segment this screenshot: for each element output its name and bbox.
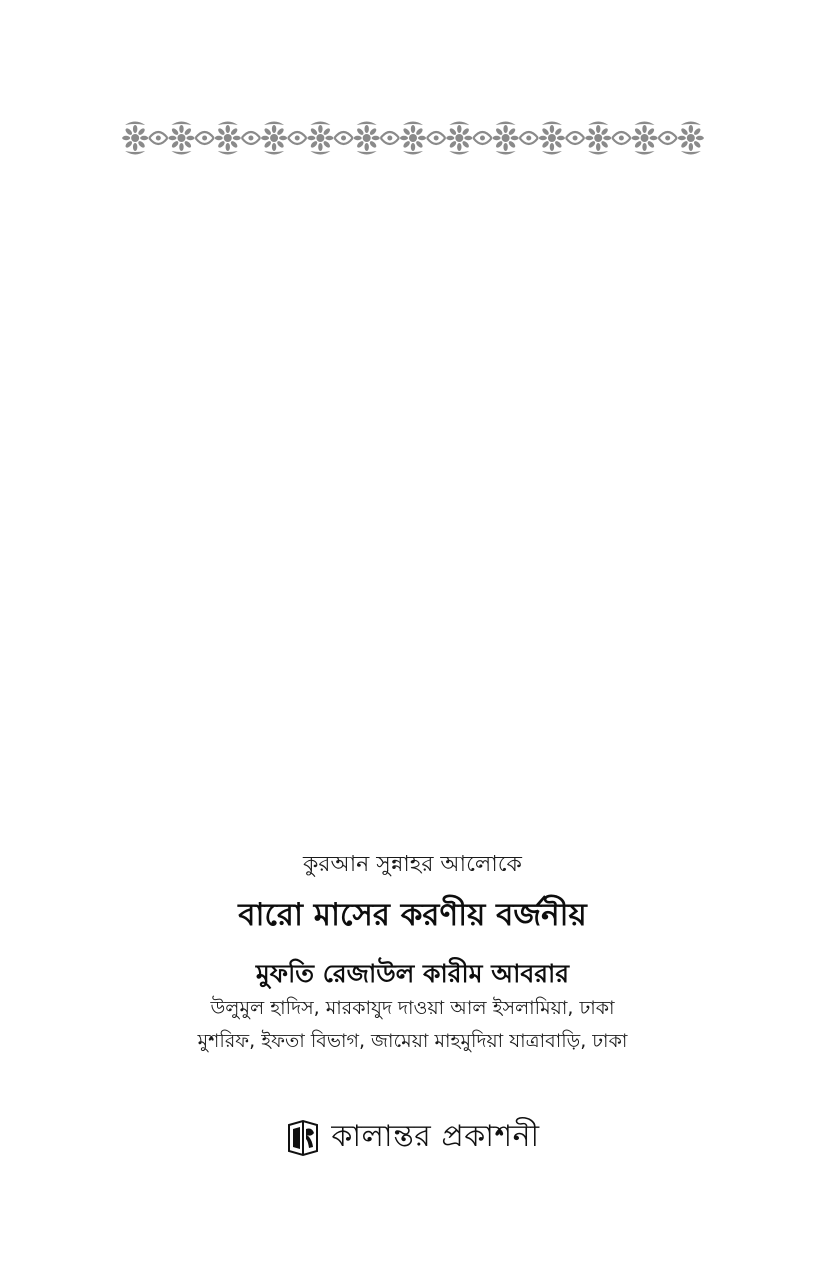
author-affiliation-2: মুশরিফ, ইফতা বিভাগ, জামেয়া মাহমুদিয়া যাত্রাবাড়ি, ঢাকা — [197, 1030, 628, 1052]
ornament-motif — [632, 122, 677, 155]
book-logo-icon — [285, 1117, 321, 1157]
publisher-block — [0, 1112, 825, 1162]
ornament-motif — [539, 122, 584, 155]
ornament-motif — [261, 122, 306, 155]
ornament-motif — [400, 122, 445, 155]
ornament-motif — [493, 122, 538, 155]
ornament-motif — [168, 122, 213, 155]
ornament-motif — [122, 122, 167, 155]
ornament-motif — [215, 122, 260, 155]
book-title: বারো মাসের করণীয় বর্জনীয় — [238, 897, 587, 933]
book-subtitle: কুরআন সুন্নাহর আলোকে — [303, 852, 522, 877]
publisher-name: কালান্তর প্রকাশনী — [331, 1119, 540, 1154]
ornament-motif — [307, 122, 352, 155]
ornament-motif — [354, 122, 399, 155]
floral-ornament-border — [112, 118, 714, 158]
ornament-motif — [446, 122, 491, 155]
ornament-icon — [112, 118, 714, 158]
ornament-motif — [678, 122, 704, 155]
author-affiliation-1: উলুমুল হাদিস, মারকাযুদ দাওয়া আল ইসলামিয়া, ঢাকা — [210, 997, 615, 1019]
author-name: মুফতি রেজাউল কারীম আবরার — [255, 959, 570, 988]
ornament-motif — [585, 122, 630, 155]
